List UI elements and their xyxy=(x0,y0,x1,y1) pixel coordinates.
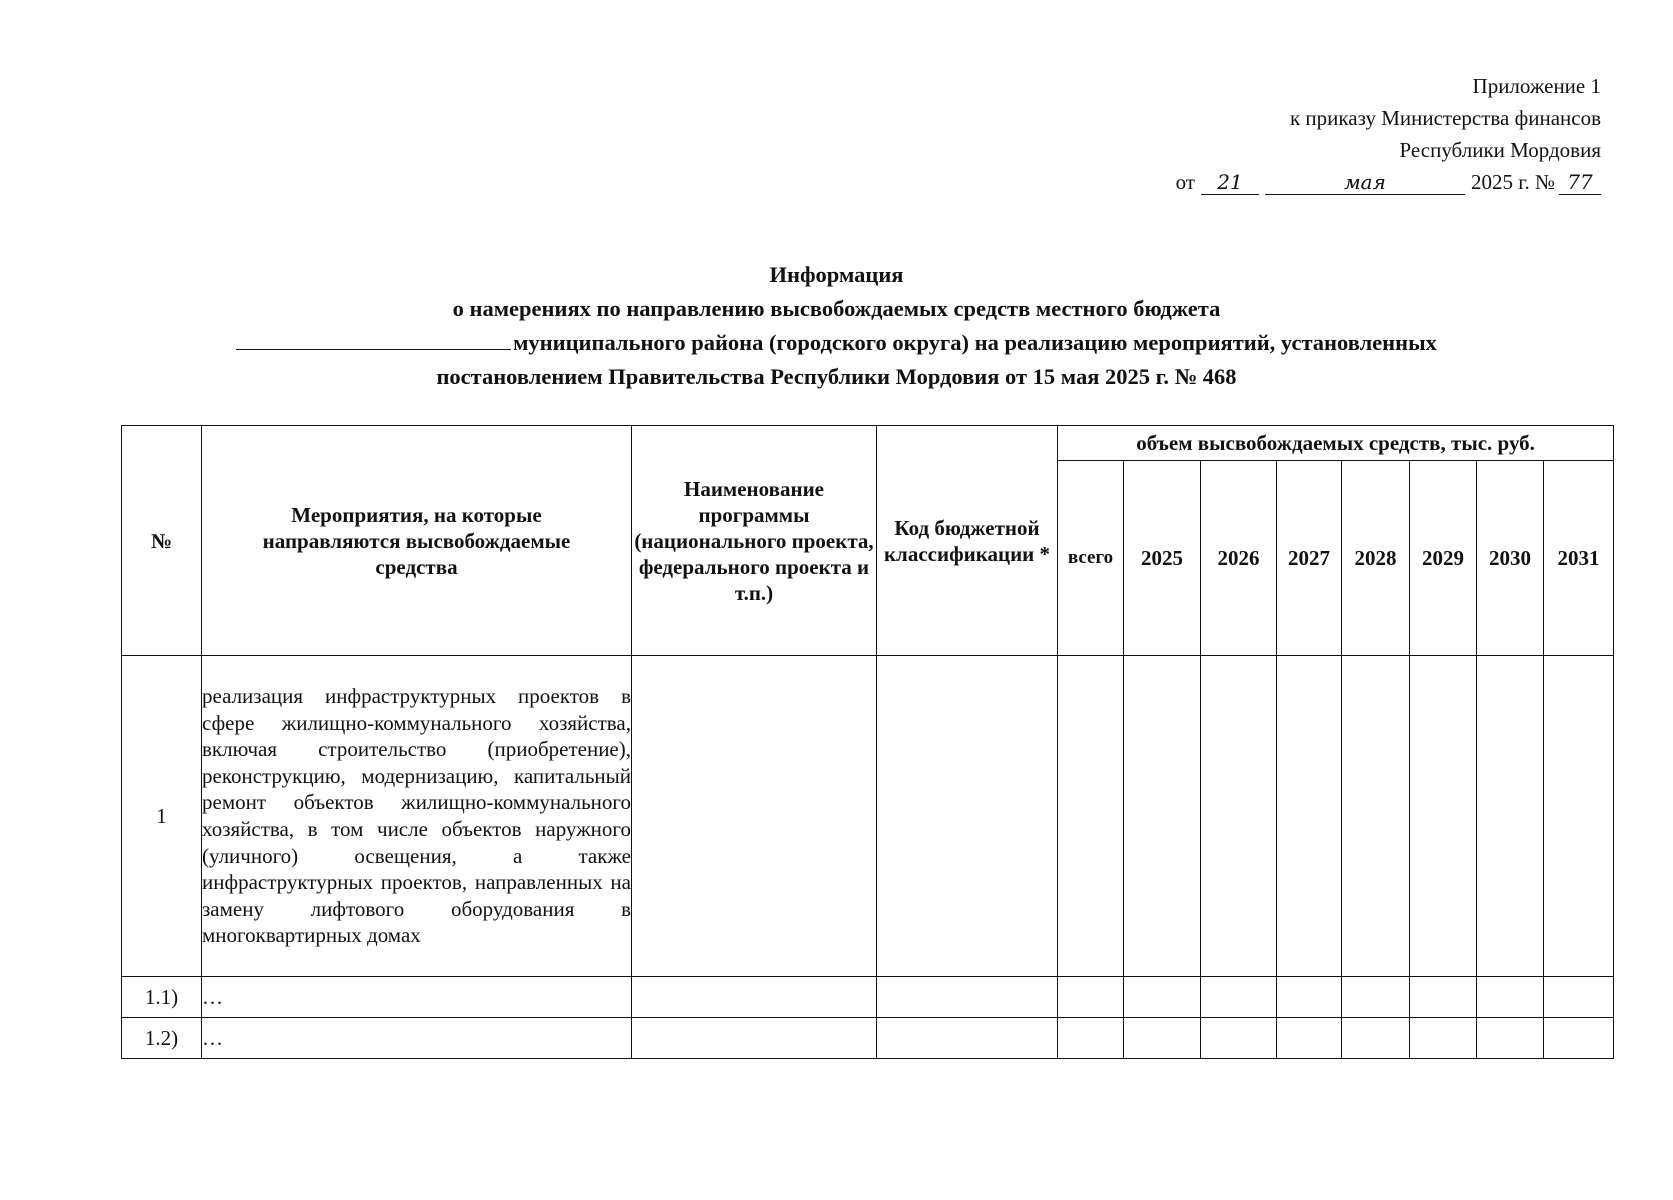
row-2028-cell xyxy=(1342,977,1410,1018)
row-2027-cell xyxy=(1277,656,1342,977)
header-number: № xyxy=(122,426,202,656)
row-budget-code-cell xyxy=(877,977,1058,1018)
row-2028-cell xyxy=(1342,1018,1410,1059)
title-line-2: о намерениях по направлению высвобождаемых средств местного бюджета xyxy=(452,296,1221,321)
title-line-4: постановлением Правительства Республики Мордовия от 15 мая 2025 г. № 468 xyxy=(436,364,1237,389)
row-2026-cell xyxy=(1201,977,1277,1018)
row-2029-cell xyxy=(1410,1018,1477,1059)
row-program-cell xyxy=(632,977,877,1018)
appendix-republic: Республики Мордовия xyxy=(1399,138,1601,162)
row-activity: … xyxy=(202,977,632,1018)
table-row xyxy=(122,1018,1614,1059)
table-row xyxy=(122,977,1614,1018)
date-month-handwritten: мая xyxy=(1265,170,1465,195)
title-line-1: Информация xyxy=(769,262,904,287)
title-line-3 xyxy=(0,326,1673,360)
row-2029-cell xyxy=(1410,656,1477,977)
header-year-2026: 2026 xyxy=(1201,461,1277,656)
row-2031-cell xyxy=(1544,977,1614,1018)
header-row-1 xyxy=(122,426,1614,461)
row-total-cell xyxy=(1058,1018,1124,1059)
header-funds-group: объем высвобождаемых средств, тыс. руб. xyxy=(1058,426,1614,461)
row-number: 1.1) xyxy=(122,977,202,1018)
row-2031-cell xyxy=(1544,1018,1614,1059)
header-year-2030: 2030 xyxy=(1477,461,1544,656)
row-2031-cell xyxy=(1544,656,1614,977)
row-activity: реализация инфраструктурных проектов в сфере жилищно-коммунального хозяйства, включая строительство (приобретение), реконструкцию, модернизацию, капитальный ремонт объектов жилищно-коммунального хозяйства, в том числе объектов наружного (уличного) освещения, а также инфраструктурных проектов, направленных на замену лифтового оборудования в многоквартирных домах xyxy=(202,656,632,977)
header-activities: Мероприятия, на которые направляются высвобождаемые средства xyxy=(202,426,632,656)
date-prefix: от xyxy=(1175,170,1195,194)
header-budget-code: Код бюджетной классификации * xyxy=(877,426,1058,656)
row-2027-cell xyxy=(1277,977,1342,1018)
row-2030-cell xyxy=(1477,977,1544,1018)
header-year-2025: 2025 xyxy=(1124,461,1201,656)
header-year-2031: 2031 xyxy=(1544,461,1614,656)
row-2028-cell xyxy=(1342,656,1410,977)
header-year-2029: 2029 xyxy=(1410,461,1477,656)
row-number: 1.2) xyxy=(122,1018,202,1059)
row-total-cell xyxy=(1058,977,1124,1018)
row-activity: … xyxy=(202,1018,632,1059)
row-2029-cell xyxy=(1410,977,1477,1018)
row-number: 1 xyxy=(122,656,202,977)
row-2030-cell xyxy=(1477,1018,1544,1059)
header-year-2027: 2027 xyxy=(1277,461,1342,656)
row-2025-cell xyxy=(1124,656,1201,977)
row-total-cell xyxy=(1058,656,1124,977)
table-row xyxy=(122,656,1614,977)
row-program-cell xyxy=(632,656,877,977)
row-2025-cell xyxy=(1124,1018,1201,1059)
appendix-date-line xyxy=(1081,166,1601,198)
header-program: Наименование программы (национального проекта, федерального проекта и т.п.) xyxy=(632,426,877,656)
row-2025-cell xyxy=(1124,977,1201,1018)
title-line-3-text: муниципального района (городского округа) на реализацию мероприятий, установленных xyxy=(513,330,1437,355)
row-2030-cell xyxy=(1477,656,1544,977)
row-budget-code-cell xyxy=(877,1018,1058,1059)
header-year-2028: 2028 xyxy=(1342,461,1410,656)
document-title xyxy=(0,258,1673,394)
funds-table xyxy=(121,425,1614,1059)
date-year: 2025 г. № xyxy=(1470,170,1555,194)
date-day-handwritten: 21 xyxy=(1201,170,1259,195)
municipality-blank-line xyxy=(236,329,511,350)
row-2027-cell xyxy=(1277,1018,1342,1059)
row-program-cell xyxy=(632,1018,877,1059)
appendix-block xyxy=(1081,70,1601,198)
appendix-title: Приложение 1 xyxy=(1472,74,1601,98)
header-total: всего xyxy=(1058,461,1124,656)
row-2026-cell xyxy=(1201,656,1277,977)
row-2026-cell xyxy=(1201,1018,1277,1059)
order-number-handwritten: 77 xyxy=(1559,170,1601,195)
appendix-order-ref: к приказу Министерства финансов xyxy=(1289,106,1601,130)
row-budget-code-cell xyxy=(877,656,1058,977)
